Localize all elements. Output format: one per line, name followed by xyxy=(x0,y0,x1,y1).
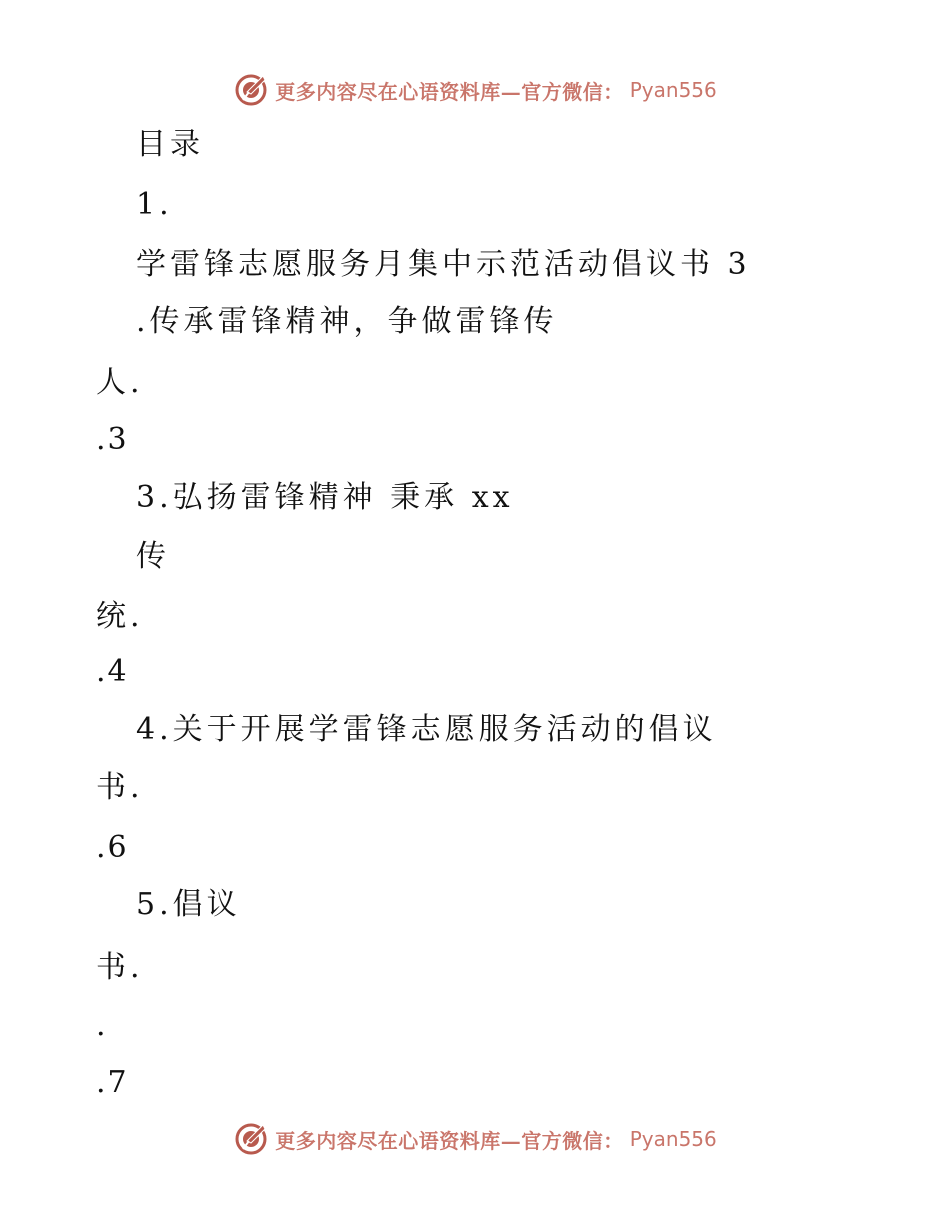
toc-entry-4-leader-1 xyxy=(0,768,950,808)
dot-leader: . xyxy=(96,1065,108,1100)
toc-entry-5-leader-3 xyxy=(0,1063,950,1103)
footer-watermark-text: 更多内容尽在心语资料库—官方微信： xyxy=(275,1128,624,1153)
toc-entry-4-leader-2 xyxy=(0,828,950,868)
toc-entry-4-title-end: 书 xyxy=(96,770,130,805)
dot-leader: . xyxy=(96,1008,108,1043)
toc-entry-5-title-end: 书 xyxy=(96,950,130,985)
dot-leader: . xyxy=(96,830,108,865)
toc-entry-1-title: 学雷锋志愿服务月集中示范活动倡议书 3 xyxy=(136,247,751,282)
pen-nib-circle-icon xyxy=(233,1121,269,1157)
header-watermark-text: 更多内容尽在心语资料库—官方微信： xyxy=(275,79,624,104)
header-watermark xyxy=(0,68,950,112)
toc-entry-3-title-cont: 传 xyxy=(136,539,170,574)
toc-entry-2-page: 3 xyxy=(107,422,127,457)
toc-entry-5-leader-1 xyxy=(0,948,950,988)
toc-entry-3-title: 3.弘扬雷锋精神 秉承 xx xyxy=(136,480,514,515)
toc-entry-3-title-end: 统 xyxy=(96,599,130,634)
toc-entry-2-leader-2 xyxy=(0,420,950,460)
toc-entry-4-page: 6 xyxy=(107,830,127,865)
toc-entry-3-leader-1 xyxy=(0,597,950,637)
toc-entry-3-leader-2 xyxy=(0,652,950,692)
toc-entry-2-leader-1 xyxy=(0,363,950,403)
dot-leader: . xyxy=(96,422,108,457)
dot-leader: . xyxy=(130,599,142,634)
footer-watermark xyxy=(0,1117,950,1161)
toc-entry-2-title-end: 人 xyxy=(96,365,130,400)
toc-title: 目录 xyxy=(136,127,204,162)
toc-entry-3-page: 4 xyxy=(107,654,127,689)
toc-entry-5-leader-2 xyxy=(0,1006,950,1046)
toc-entry-4-title: 4.关于开展学雷锋志愿服务活动的倡议 xyxy=(136,712,717,747)
toc-entry-2-title: .传承雷锋精神，争做雷锋传 xyxy=(136,304,558,339)
pen-nib-circle-icon xyxy=(233,72,269,108)
dot-leader: . xyxy=(130,950,142,985)
dot-leader: . xyxy=(96,654,108,689)
toc-entry-5-title: 5.倡议 xyxy=(136,887,241,922)
toc-entry-5-page: 7 xyxy=(107,1065,127,1100)
dot-leader: . xyxy=(130,365,142,400)
footer-watermark-id: Pyan556 xyxy=(629,1127,717,1151)
dot-leader: . xyxy=(130,770,142,805)
toc-entry-1-number: 1. xyxy=(136,187,173,222)
header-watermark-id: Pyan556 xyxy=(629,78,717,102)
